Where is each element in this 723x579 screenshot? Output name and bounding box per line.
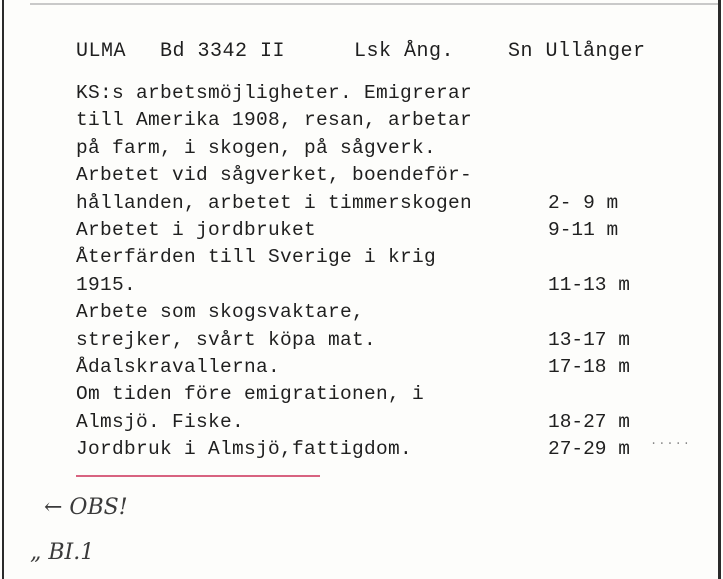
minute-range: 9-11 m	[548, 219, 619, 241]
text-line: Jordbruk i Almsjö,fattigdom.	[76, 438, 413, 461]
minute-range: 11-13 m	[548, 273, 630, 296]
district-code: Lsk Ång.	[354, 40, 455, 63]
archive-code: ULMA	[76, 40, 127, 63]
text-line: Arbetet vid sågverket, boendeför-	[76, 164, 473, 187]
text-line: hållanden, arbetet i timmerskogen	[76, 191, 473, 214]
minute-range: 13-17 m	[548, 328, 630, 351]
text-line: Om tiden före emigrationen, i	[76, 383, 425, 406]
text-line: Arbetet i jordbruket	[76, 219, 317, 241]
handwritten-reference: „ BI.1	[30, 540, 95, 565]
parish-name: Sn Ullånger	[508, 40, 646, 63]
text-line: 1915.	[76, 273, 137, 296]
text-line: strejker, svårt köpa mat.	[76, 328, 377, 351]
minute-range: 2- 9 m	[548, 191, 619, 214]
red-underline	[76, 475, 320, 477]
text-line: till Amerika 1908, resan, arbetar	[76, 109, 473, 132]
text-line: Almsjö. Fiske.	[76, 410, 245, 433]
text-line: Arbete som skogsvaktare,	[76, 301, 365, 324]
minute-range: 17-18 m	[548, 356, 630, 378]
text-line: KS:s arbetsmöjligheter. Emigrerar	[76, 82, 473, 104]
dotted-mark: .....	[650, 434, 692, 448]
text-line: på farm, i skogen, på sågverk.	[76, 136, 437, 159]
card-left-edge	[2, 0, 4, 579]
card-right-edge	[718, 0, 721, 579]
minute-range: 27-29 m	[548, 438, 630, 461]
text-line: Återfärden till Sverige i krig	[76, 246, 437, 269]
minute-range: 18-27 m	[548, 410, 630, 433]
handwritten-obs-note: ← OBS!	[44, 495, 128, 520]
card-top-edge	[30, 3, 720, 5]
volume-number: Bd 3342 II	[160, 40, 286, 63]
text-line: Ådalskravallerna.	[76, 356, 281, 378]
card-header	[76, 40, 676, 70]
